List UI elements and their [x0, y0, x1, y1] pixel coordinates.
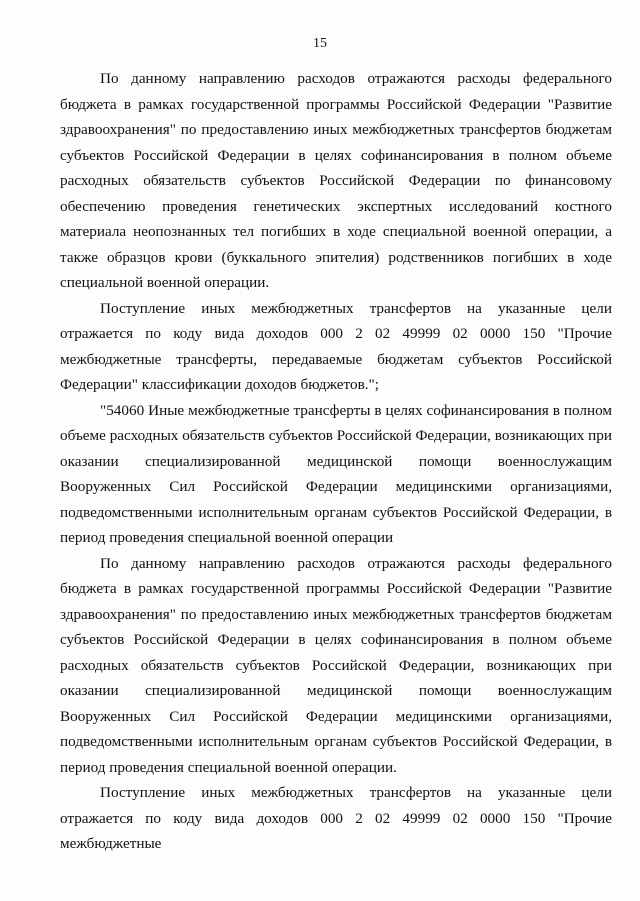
- document-body: [60, 66, 612, 857]
- paragraph: По данному направлению расходов отражаются расходы федерального бюджета в рамках государственной программы Российской Федерации "Развитие здравоохранения" по предоставлению иных межбюджетных трансфертов бюджетам субъектов Российской Федерации в целях софинансирования в полном объеме расходных обязательств субъектов Российской Федерации по финансовому обеспечению проведения генетических экспертных исследований костного материала неопознанных тел погибших в ходе специальной военной операции, а также образцов крови (буккального эпителия) родственников погибших в ходе специальной военной операции.: [60, 70, 612, 291]
- paragraph: По данному направлению расходов отражаются расходы федерального бюджета в рамках государственной программы Российской Федерации "Развитие здравоохранения" по предоставлению иных межбюджетных трансфертов бюджетам субъектов Российской Федерации в целях софинансирования в полном объеме расходных обязательств субъектов Российской Федерации, возникающих при оказании специализированной медицинской помощи военнослужащим Вооруженных Сил Российской Федерации медицинскими организациями, подведомственными исполнительным органам субъектов Российской Федерации, в период проведения специальной военной операции.: [60, 554, 612, 776]
- paragraph: Поступление иных межбюджетных трансфертов на указанные цели отражается по коду вида доходов 000 2 02 49999 02 0000 150 "Прочие межбюджетные трансферты, передаваемые бюджетам субъектов Российской Федерации" классификации доходов бюджетов.";: [60, 299, 612, 393]
- paragraph: Поступление иных межбюджетных трансфертов на указанные цели отражается по коду вида доходов 000 2 02 49999 02 0000 150 "Прочие межбюджетные: [60, 784, 612, 852]
- page-number: 15: [313, 36, 327, 51]
- paragraph: "54060 Иные межбюджетные трансферты в целях софинансирования в полном объеме расходных обязательств субъектов Российской Федерации, возникающих при оказании специализированной медицинской помощи военнослужащим Вооруженных Сил Российской Федерации медицинскими организациями, подведомственными исполнительным органам субъектов Российской Федерации, в период проведения специальной военной операции: [60, 401, 612, 546]
